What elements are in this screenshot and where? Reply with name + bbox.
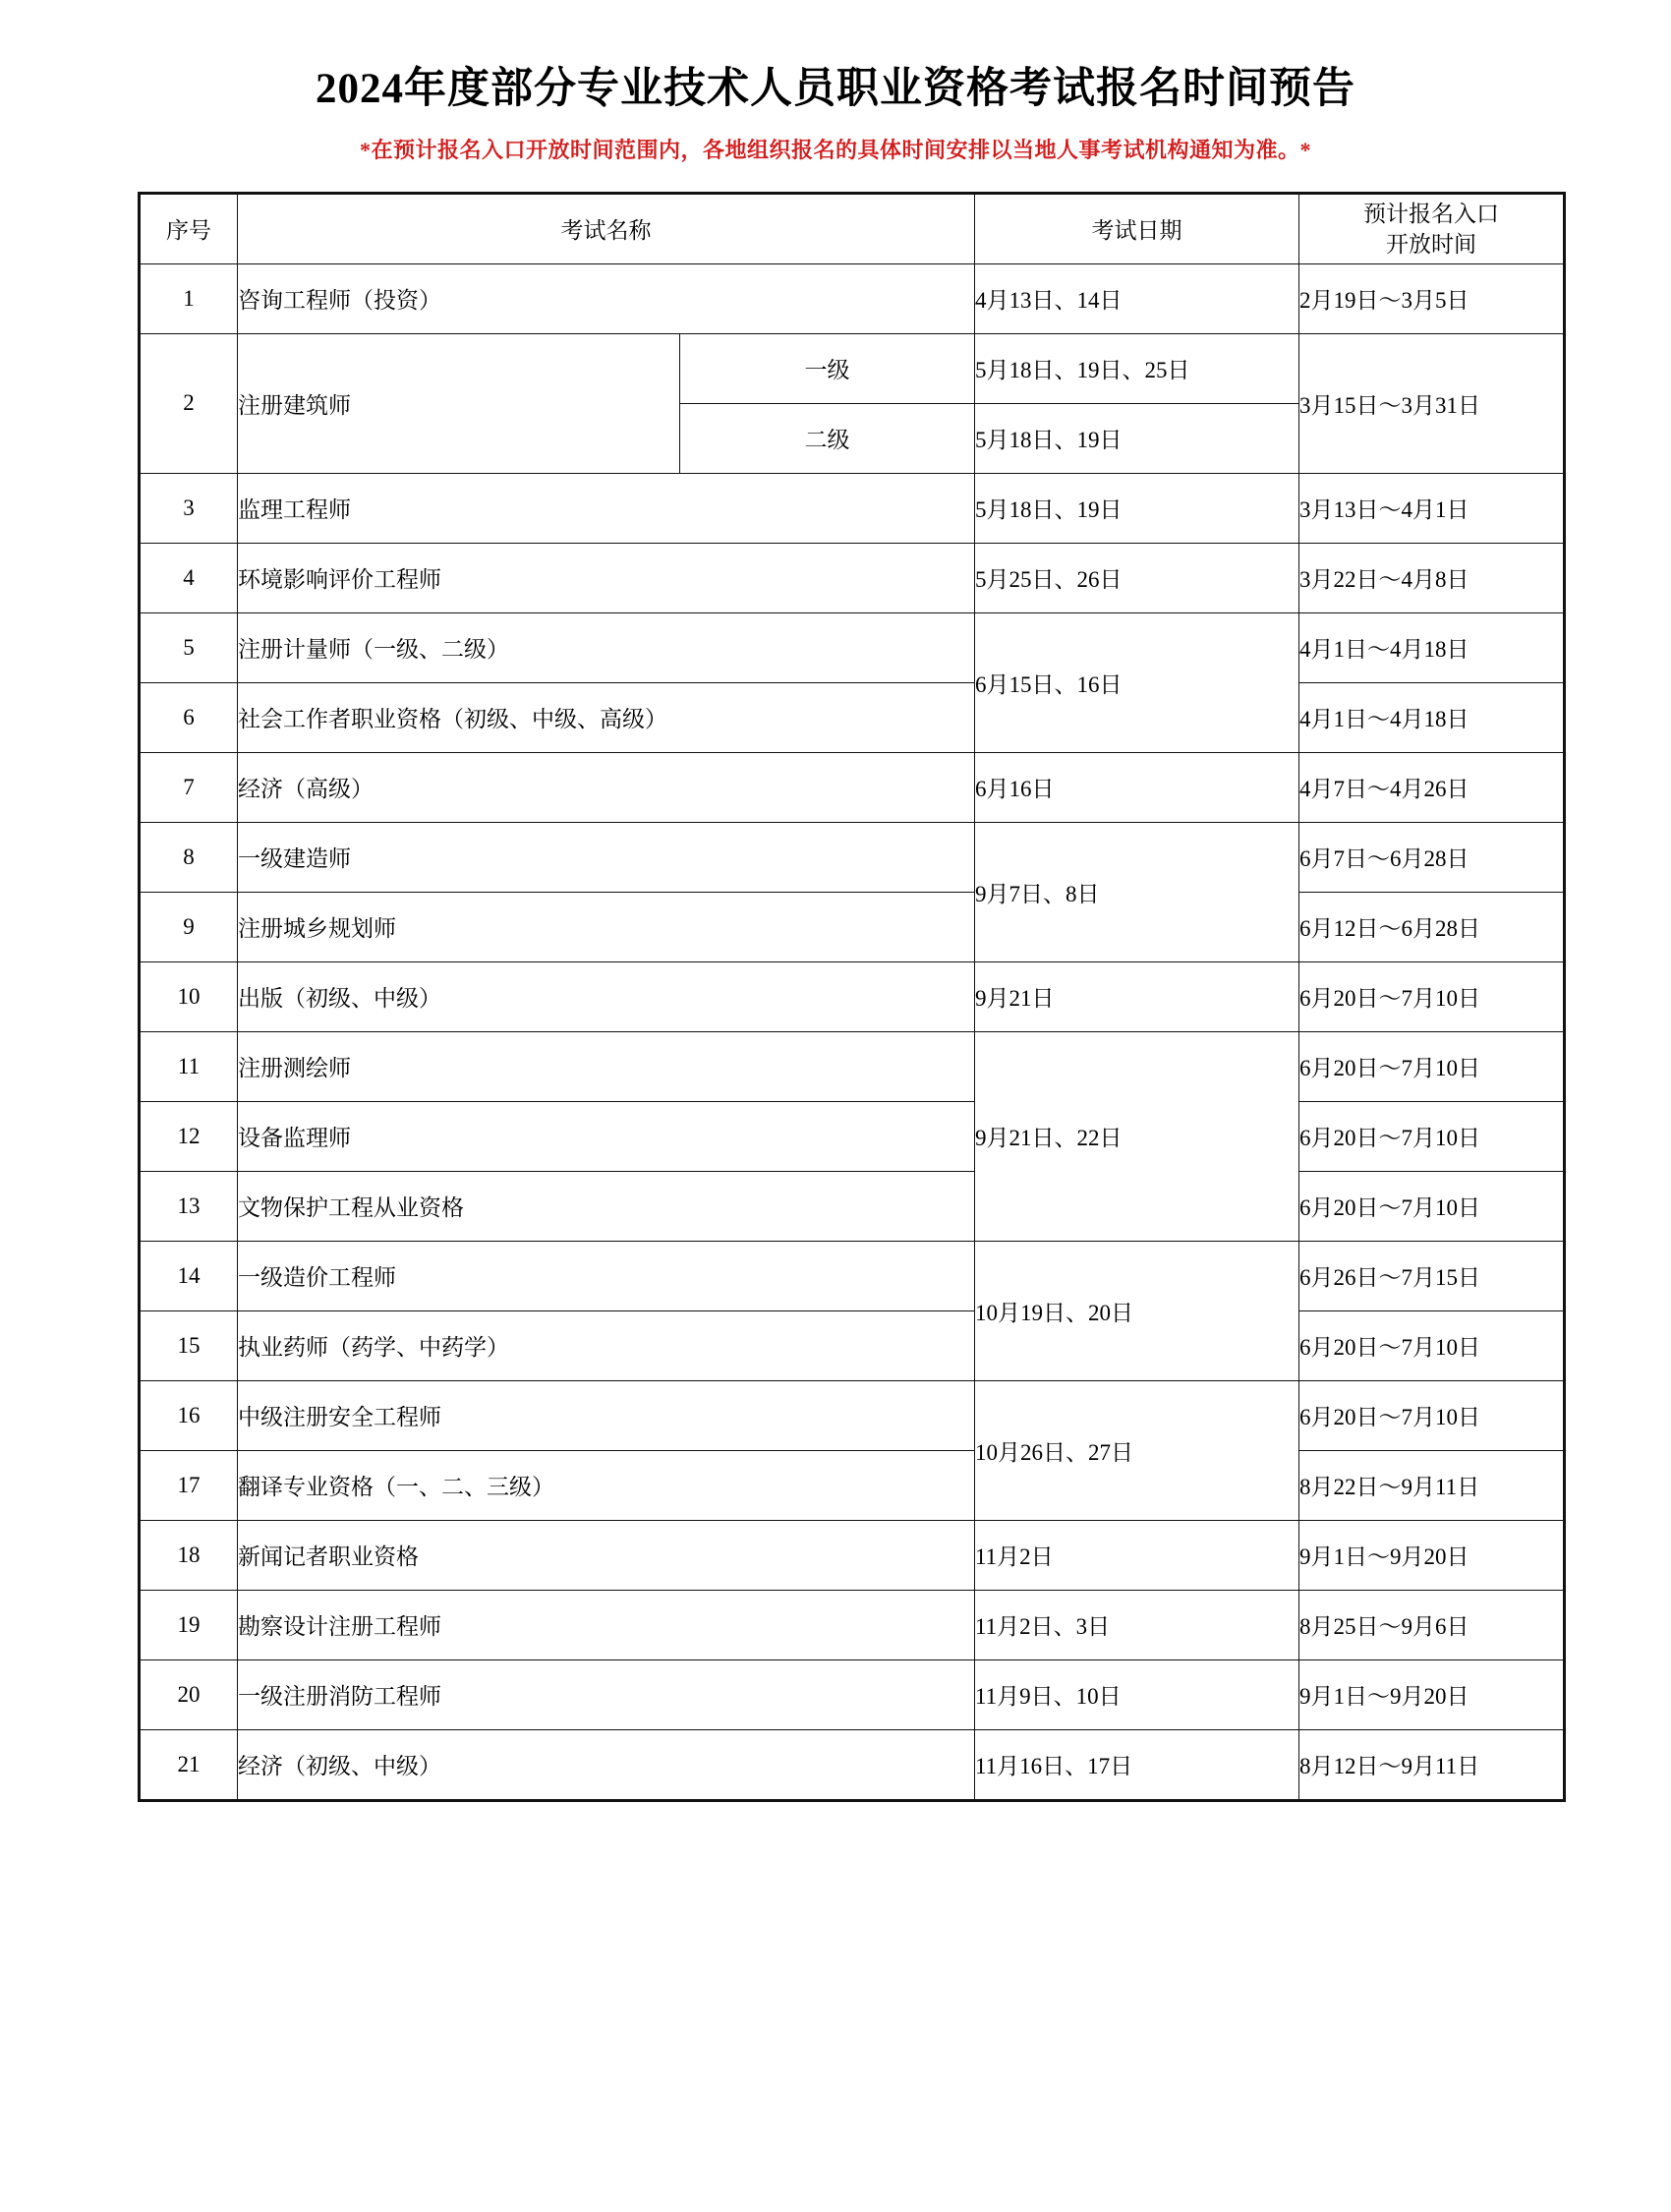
table-row — [140, 543, 1565, 612]
cell-date: 9月7日、8日 — [975, 822, 1299, 961]
cell-register: 6月20日～7月10日 — [1299, 961, 1565, 1031]
cell-name: 注册测绘师 — [238, 1031, 975, 1101]
cell-date: 6月15日、16日 — [975, 612, 1299, 752]
cell-register: 8月25日～9月6日 — [1299, 1590, 1565, 1659]
cell-no: 18 — [140, 1520, 238, 1590]
table-row — [140, 822, 1565, 892]
cell-no: 10 — [140, 961, 238, 1031]
table-row — [140, 892, 1565, 961]
column-header-register-line2: 开放时间 — [1386, 231, 1476, 257]
cell-register: 3月22日～4月8日 — [1299, 543, 1565, 612]
cell-date: 5月25日、26日 — [975, 543, 1299, 612]
table-row — [140, 1171, 1565, 1241]
table-row — [140, 1031, 1565, 1101]
column-header-no: 序号 — [140, 193, 238, 263]
cell-register: 3月13日～4月1日 — [1299, 473, 1565, 543]
cell-date: 5月18日、19日 — [975, 403, 1299, 473]
table-row — [140, 1101, 1565, 1171]
cell-no: 9 — [140, 892, 238, 961]
cell-date: 10月19日、20日 — [975, 1241, 1299, 1380]
table-row — [140, 1520, 1565, 1590]
cell-register: 6月26日～7月15日 — [1299, 1241, 1565, 1310]
cell-subname: 一级 — [680, 333, 975, 403]
exam-schedule-table — [138, 192, 1566, 1802]
cell-no: 7 — [140, 752, 238, 822]
cell-no: 15 — [140, 1310, 238, 1380]
table-row — [140, 263, 1565, 333]
cell-name: 中级注册安全工程师 — [238, 1380, 975, 1450]
cell-no: 19 — [140, 1590, 238, 1659]
table-row — [140, 333, 1565, 403]
cell-no: 3 — [140, 473, 238, 543]
cell-no: 16 — [140, 1380, 238, 1450]
cell-no: 5 — [140, 612, 238, 682]
cell-name: 设备监理师 — [238, 1101, 975, 1171]
cell-date: 11月9日、10日 — [975, 1659, 1299, 1729]
cell-no: 4 — [140, 543, 238, 612]
cell-no: 6 — [140, 682, 238, 752]
cell-name: 社会工作者职业资格（初级、中级、高级） — [238, 682, 975, 752]
cell-name: 一级建造师 — [238, 822, 975, 892]
cell-register: 6月20日～7月10日 — [1299, 1310, 1565, 1380]
table-row — [140, 1659, 1565, 1729]
table-row — [140, 1310, 1565, 1380]
cell-no: 12 — [140, 1101, 238, 1171]
cell-date: 9月21日、22日 — [975, 1031, 1299, 1241]
cell-no: 13 — [140, 1171, 238, 1241]
cell-register: 9月1日～9月20日 — [1299, 1520, 1565, 1590]
cell-no: 21 — [140, 1729, 238, 1800]
cell-date: 5月18日、19日 — [975, 473, 1299, 543]
table-row — [140, 612, 1565, 682]
column-header-register-line1: 预计报名入口 — [1363, 201, 1499, 226]
cell-name: 勘察设计注册工程师 — [238, 1590, 975, 1659]
cell-name: 新闻记者职业资格 — [238, 1520, 975, 1590]
cell-name: 监理工程师 — [238, 473, 975, 543]
cell-no: 17 — [140, 1450, 238, 1520]
table-row — [140, 1590, 1565, 1659]
cell-register: 8月22日～9月11日 — [1299, 1450, 1565, 1520]
table-header — [140, 193, 1565, 263]
table-row — [140, 1450, 1565, 1520]
table-row — [140, 473, 1565, 543]
cell-register: 4月1日～4月18日 — [1299, 682, 1565, 752]
cell-no: 11 — [140, 1031, 238, 1101]
table-row — [140, 1241, 1565, 1310]
page-title: 2024年度部分专业技术人员职业资格考试报名时间预告 — [316, 66, 1355, 112]
cell-date: 5月18日、19日、25日 — [975, 333, 1299, 403]
cell-name: 注册计量师（一级、二级） — [238, 612, 975, 682]
table-header-row — [140, 193, 1565, 263]
cell-name: 翻译专业资格（一、二、三级） — [238, 1450, 975, 1520]
cell-register: 6月12日～6月28日 — [1299, 892, 1565, 961]
cell-date: 6月16日 — [975, 752, 1299, 822]
cell-date: 10月26日、27日 — [975, 1380, 1299, 1520]
cell-register: 6月20日～7月10日 — [1299, 1031, 1565, 1101]
cell-no: 20 — [140, 1659, 238, 1729]
cell-name: 经济（高级） — [238, 752, 975, 822]
cell-register: 4月1日～4月18日 — [1299, 612, 1565, 682]
cell-name: 一级注册消防工程师 — [238, 1659, 975, 1729]
column-header-name: 考试名称 — [238, 193, 975, 263]
cell-name: 出版（初级、中级） — [238, 961, 975, 1031]
cell-name: 环境影响评价工程师 — [238, 543, 975, 612]
cell-register: 2月19日～3月5日 — [1299, 263, 1565, 333]
cell-date: 11月2日 — [975, 1520, 1299, 1590]
cell-subname: 二级 — [680, 403, 975, 473]
table-row — [140, 1729, 1565, 1800]
cell-name: 一级造价工程师 — [238, 1241, 975, 1310]
cell-no: 14 — [140, 1241, 238, 1310]
table-row — [140, 752, 1565, 822]
column-header-date: 考试日期 — [975, 193, 1299, 263]
cell-register: 6月20日～7月10日 — [1299, 1380, 1565, 1450]
cell-date: 4月13日、14日 — [975, 263, 1299, 333]
cell-register: 9月1日～9月20日 — [1299, 1659, 1565, 1729]
cell-register: 3月15日～3月31日 — [1299, 333, 1565, 473]
table-row — [140, 682, 1565, 752]
cell-register: 6月7日～6月28日 — [1299, 822, 1565, 892]
table-row — [140, 1380, 1565, 1450]
cell-no: 2 — [140, 333, 238, 473]
cell-name: 经济（初级、中级） — [238, 1729, 975, 1800]
cell-name: 注册城乡规划师 — [238, 892, 975, 961]
cell-name: 注册建筑师 — [238, 333, 680, 473]
cell-register: 8月12日～9月11日 — [1299, 1729, 1565, 1800]
table-row — [140, 961, 1565, 1031]
cell-no: 8 — [140, 822, 238, 892]
cell-name: 执业药师（药学、中药学） — [238, 1310, 975, 1380]
cell-name: 文物保护工程从业资格 — [238, 1171, 975, 1241]
cell-name: 咨询工程师（投资） — [238, 263, 975, 333]
page-note: *在预计报名入口开放时间范围内，各地组织报名的具体时间安排以当地人事考试机构通知为准。* — [359, 137, 1311, 162]
cell-register: 4月7日～4月26日 — [1299, 752, 1565, 822]
cell-date: 11月16日、17日 — [975, 1729, 1299, 1800]
cell-no: 1 — [140, 263, 238, 333]
cell-register: 6月20日～7月10日 — [1299, 1101, 1565, 1171]
cell-date: 9月21日 — [975, 961, 1299, 1031]
cell-date: 11月2日、3日 — [975, 1590, 1299, 1659]
cell-register: 6月20日～7月10日 — [1299, 1171, 1565, 1241]
column-header-register — [1299, 193, 1565, 263]
table-body — [140, 263, 1565, 1800]
